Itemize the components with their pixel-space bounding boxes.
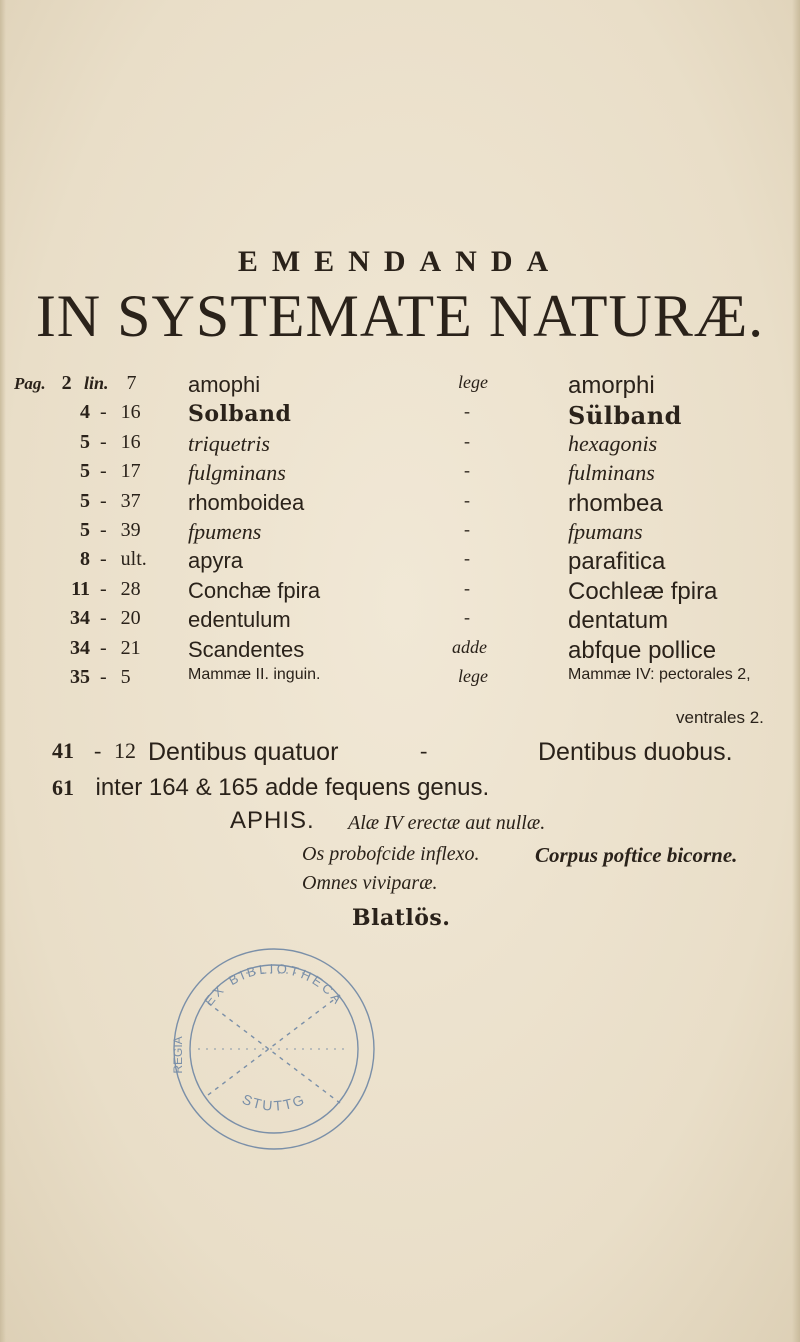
row-text: inter 164 & 165 adde fequens genus. — [95, 774, 490, 801]
row-line-number: 7 — [126, 372, 137, 394]
row-line — [100, 548, 147, 571]
row-action: - — [420, 738, 428, 763]
row-wrong-reading: Conchæ fpira — [188, 577, 321, 603]
row-separator: - — [100, 607, 107, 630]
row-separator: - — [94, 738, 102, 763]
row-line-number: 37 — [120, 489, 141, 512]
line-label: lin. — [84, 373, 109, 393]
row-line — [100, 460, 141, 483]
row-wrong-reading: amophi — [188, 372, 261, 397]
row-action: - — [464, 548, 470, 569]
row-correct-reading: Cochleæ fpira — [568, 577, 718, 605]
row-correct-reading: parafitica — [568, 548, 666, 576]
stamp-cross-lines — [208, 995, 340, 1103]
row-correct-reading: abfque pollice — [568, 636, 717, 664]
row-page: 11 — [71, 577, 90, 600]
genus-description-wings: Alæ IV erectæ aut nullæ. — [348, 812, 546, 834]
stamp-bottom-text: STUTTG — [240, 1090, 308, 1114]
row-page: 61 — [52, 775, 74, 800]
row-line — [100, 431, 141, 454]
genus-description-viviparous: Omnes viviparæ. — [302, 872, 438, 894]
library-stamp — [168, 943, 380, 1155]
row-correct-reading: dentatum — [568, 607, 669, 635]
row-correct-reading: Mammæ IV: pectorales 2, — [568, 666, 751, 683]
row-separator: - — [100, 489, 107, 512]
row-correct-reading: amorphi — [568, 372, 655, 399]
row-separator: - — [100, 519, 107, 541]
row-separator: - — [100, 401, 107, 424]
errata-row-41 — [0, 738, 800, 772]
row-action: - — [464, 401, 470, 422]
row-page: 5 — [80, 430, 90, 453]
row-line-number: ult. — [120, 548, 147, 571]
row-separator: - — [100, 460, 107, 483]
row-line: 12 — [114, 738, 136, 763]
heading-emendanda: EMENDANDA — [237, 245, 563, 278]
row-correct-reading: fulminans — [568, 460, 655, 486]
row-line — [100, 519, 141, 542]
row-line — [100, 490, 141, 513]
row-correct-reading: fpumans — [568, 519, 643, 544]
stamp-side-text: REGIA — [171, 1036, 185, 1074]
continuation-ventrales: ventrales 2. — [676, 708, 764, 727]
row-action: - — [464, 577, 470, 598]
row-page: 5 — [80, 519, 90, 541]
row-line — [84, 372, 137, 395]
row-wrong-reading: triquetris — [188, 430, 270, 456]
row-action: - — [464, 489, 470, 510]
row-separator: - — [100, 666, 107, 688]
row-line — [100, 666, 131, 689]
row-line-number: 28 — [120, 577, 141, 600]
genus-vernacular-name: Blatlös. — [352, 905, 451, 931]
row-action: - — [464, 607, 470, 628]
row-wrong-reading: Solband — [188, 401, 292, 428]
row-correct-reading: hexagonis — [568, 430, 658, 456]
row-line-number: 21 — [120, 636, 141, 659]
row-line — [100, 637, 141, 660]
row-line-number: 5 — [120, 666, 131, 688]
errata-row-61 — [52, 774, 489, 802]
row-page: 4 — [80, 401, 90, 424]
row-action: adde — [452, 636, 487, 657]
errata-row — [0, 666, 800, 700]
row-separator: - — [100, 548, 107, 571]
row-line — [100, 578, 141, 601]
row-action: lege — [458, 372, 488, 392]
row-wrong-reading: apyra — [188, 548, 244, 574]
row-page: 5 — [80, 460, 90, 483]
row-page-number: 2 — [61, 372, 72, 394]
row-line — [100, 607, 141, 630]
row-separator: - — [100, 636, 107, 659]
row-line-number: 16 — [120, 401, 141, 424]
row-wrong-reading: Mammæ II. inguin. — [188, 666, 321, 683]
row-action: lege — [458, 666, 488, 686]
row-line-number: 17 — [120, 460, 141, 483]
row-right: Dentibus duobus. — [538, 738, 733, 766]
genus-description-mouth: Os probofcide inflexo. — [302, 843, 480, 865]
row-action: - — [464, 519, 470, 539]
row-line-number: 20 — [120, 607, 141, 630]
genus-description-body: Corpus poftice bicorne. — [535, 843, 738, 867]
row-action: - — [464, 460, 470, 481]
row-page: 35 — [70, 666, 90, 688]
row-separator: - — [100, 430, 107, 453]
row-correct-reading: Sülband — [568, 401, 682, 431]
row-page: 34 — [70, 607, 90, 630]
row-line — [100, 401, 141, 424]
row-wrong-reading: fpumens — [188, 519, 262, 544]
page-label: Pag. — [14, 374, 46, 393]
row-page — [14, 372, 72, 395]
row-line-number: 39 — [120, 519, 141, 541]
row-page: 41 — [52, 738, 74, 763]
stamp-top-text: EX BIBLIOTHECA — [201, 960, 347, 1009]
heading-systema-naturae: IN SYSTEMATE NATURÆ. — [35, 283, 765, 349]
row-wrong-reading: rhomboidea — [188, 489, 305, 515]
row-separator: - — [100, 577, 107, 600]
row-page: 5 — [80, 489, 90, 512]
row-wrong: Dentibus quatuor — [148, 738, 339, 766]
genus-name: APHIS. — [230, 807, 315, 834]
row-action: - — [464, 430, 470, 451]
row-wrong-reading: fulgminans — [188, 460, 286, 486]
row-line-number: 16 — [120, 430, 141, 453]
row-correct-reading: rhombea — [568, 489, 663, 517]
row-wrong-reading: edentulum — [188, 607, 291, 633]
row-wrong-reading: Scandentes — [188, 636, 305, 662]
row-page: 8 — [80, 548, 90, 571]
row-page: 34 — [70, 636, 90, 659]
